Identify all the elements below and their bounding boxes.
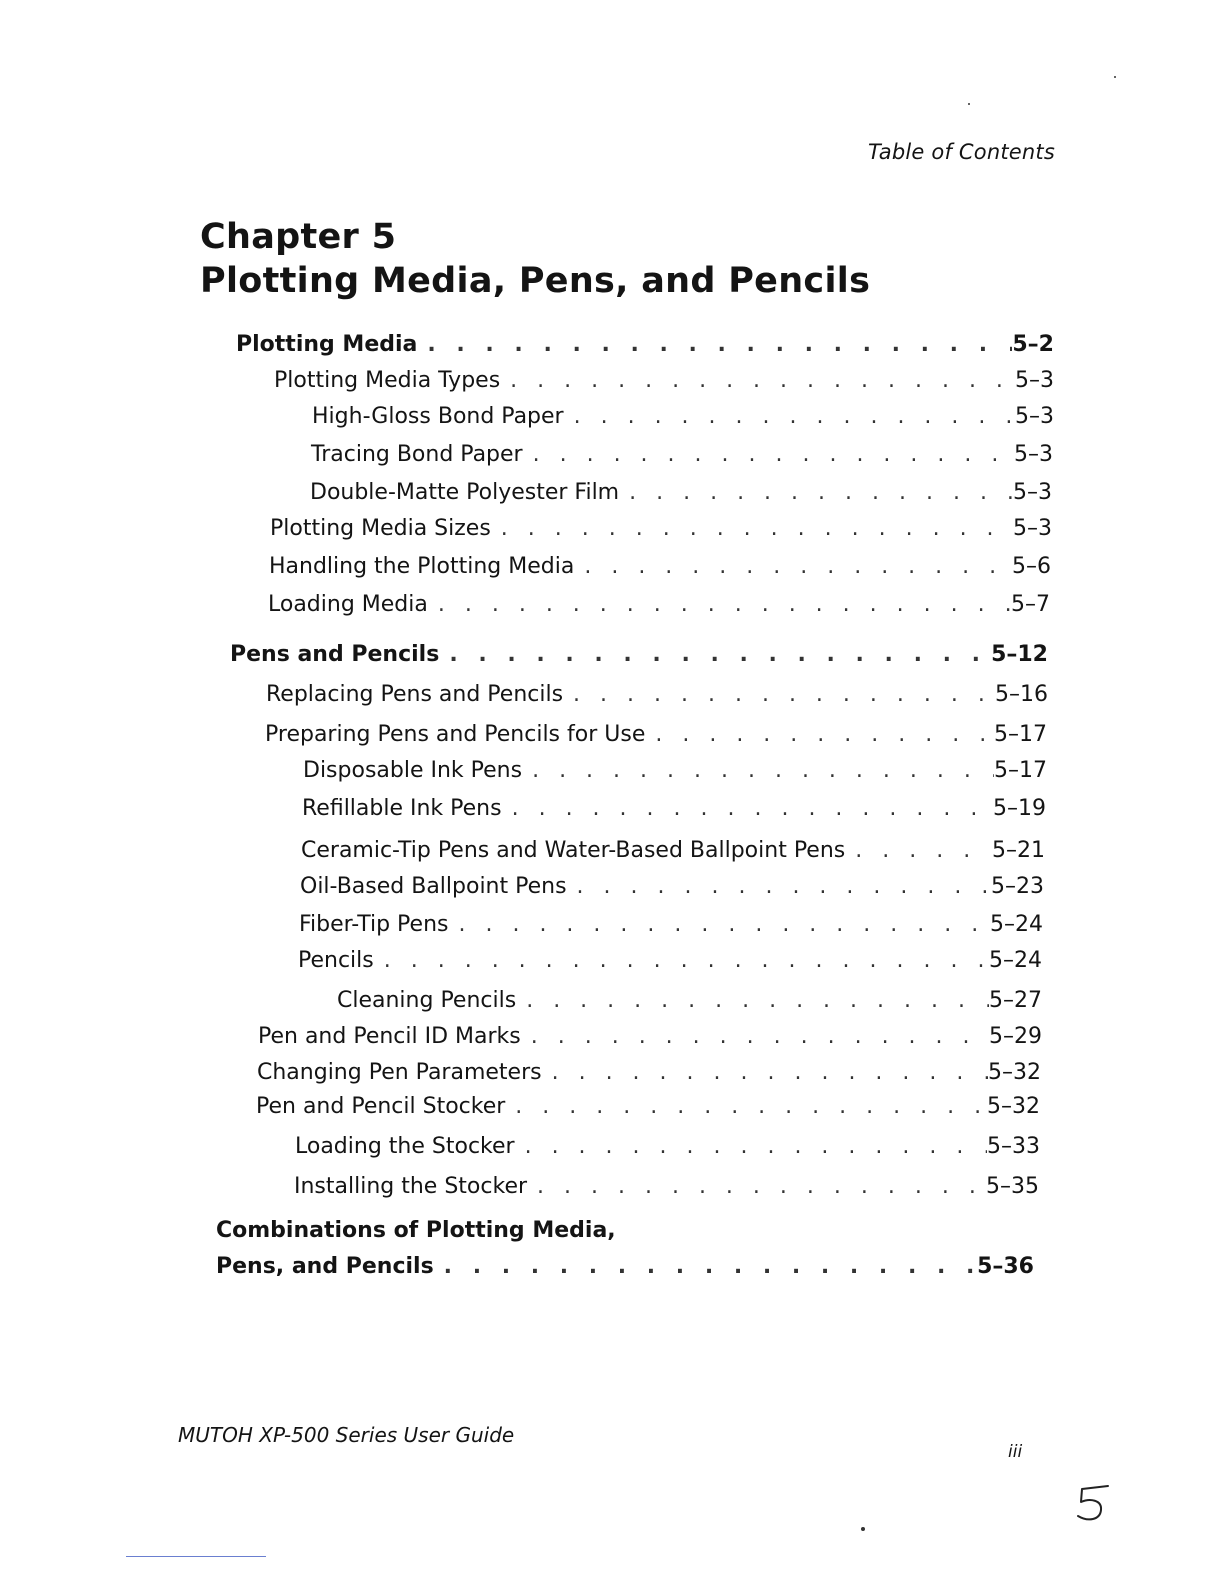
toc-entry-page: 5–23 [991,874,1044,899]
dot-leader [500,368,1015,393]
toc-entry[interactable] [265,722,1047,747]
dot-leader [505,1094,987,1119]
toc-entry-page: 5–32 [987,1094,1040,1119]
dot-leader [574,554,1012,579]
dot-leader [564,404,1015,429]
toc-entry-label: Installing the Stocker [294,1174,528,1199]
toc-entry[interactable] [269,554,1051,579]
toc-entry[interactable] [299,912,1043,937]
toc-entry-label: Oil-Based Ballpoint Pens [300,874,567,899]
toc-entry-label: Plotting Media Sizes [270,516,491,541]
toc-entry-page: 5–36 [977,1254,1034,1279]
toc-entry-page: 5–32 [988,1060,1041,1085]
dot-leader [567,874,991,899]
toc-entry-label: Cleaning Pencils [337,988,517,1013]
toc-entry[interactable] [301,838,1045,863]
toc-entry-label: High-Gloss Bond Paper [312,404,564,429]
stray-dot [861,1527,865,1531]
toc-entry[interactable] [303,758,1047,783]
stray-dot [1114,76,1116,78]
toc-entry-page: 5–24 [990,912,1043,937]
toc-combinations-heading: Combinations of Plotting Media, [216,1218,616,1243]
stray-dot [968,103,970,105]
toc-entry[interactable] [268,592,1050,617]
dot-leader [845,838,992,863]
toc-entry[interactable] [270,516,1052,541]
toc-entry[interactable] [216,1254,1034,1279]
toc-entry-label: Plotting Media [236,332,418,357]
toc-entry-page: 5–35 [986,1174,1039,1199]
dot-leader [439,642,991,667]
dot-leader [428,592,1011,617]
dot-leader [522,758,994,783]
toc-entry-page: 5–21 [992,838,1045,863]
toc-entry-page: 5–33 [987,1134,1040,1159]
toc-entry-label: Pencils [298,948,374,973]
dot-leader [542,1060,988,1085]
toc-entry-label: Loading the Stocker [295,1134,515,1159]
toc-entry-label: Loading Media [268,592,428,617]
toc-entry-page: 5–17 [994,722,1047,747]
toc-entry[interactable] [230,642,1048,667]
toc-entry-label: Double-Matte Polyester Film [310,480,620,505]
toc-entry-page: 5–2 [1012,332,1054,357]
toc-entry[interactable] [310,480,1052,505]
handwritten-mark-icon [1068,1480,1118,1528]
toc-entry[interactable] [258,1024,1042,1049]
toc-entry-page: 5–3 [1015,404,1054,429]
dot-leader [434,1254,977,1279]
running-header: Table of Contents [867,140,1055,164]
toc-entry-page: 5–17 [994,758,1047,783]
toc-entry-label: Plotting Media Types [274,368,501,393]
toc-entry[interactable] [337,988,1042,1013]
chapter-number: Chapter 5 [200,217,397,257]
page-number: iii [1008,1442,1023,1462]
toc-entry-label: Pen and Pencil ID Marks [258,1024,521,1049]
dot-leader [515,1134,987,1159]
dot-leader [448,912,990,937]
toc-entry[interactable] [266,682,1048,707]
toc-entry[interactable] [295,1134,1040,1159]
toc-entry-label: Changing Pen Parameters [257,1060,542,1085]
dot-leader [491,516,1013,541]
dot-leader [527,1174,986,1199]
dot-leader [502,796,993,821]
bottom-rule [126,1556,266,1557]
toc-entry[interactable] [311,442,1053,467]
toc-entry-page: 5–3 [1014,442,1053,467]
toc-entry-label: Ceramic-Tip Pens and Water-Based Ballpoint Pens [301,838,846,863]
toc-entry[interactable] [302,796,1046,821]
toc-entry[interactable] [274,368,1054,393]
toc-entry-label: Preparing Pens and Pencils for Use [265,722,646,747]
toc-entry-page: 5–3 [1013,480,1052,505]
toc-entry-label: Pens, and Pencils [216,1254,434,1279]
toc-entry[interactable] [294,1174,1039,1199]
toc-entry[interactable] [298,948,1042,973]
toc-entry-label: Pen and Pencil Stocker [256,1094,506,1119]
toc-entry-page: 5–3 [1013,516,1052,541]
toc-entry-page: 5–6 [1012,554,1051,579]
toc-entry-label: Fiber-Tip Pens [299,912,449,937]
toc-entry[interactable] [236,332,1054,357]
toc-entry[interactable] [256,1094,1040,1119]
toc-entry-page: 5–27 [989,988,1042,1013]
toc-entry-page: 5–19 [993,796,1046,821]
toc-entry-label: Disposable Ink Pens [303,758,523,783]
toc-entry-label: Replacing Pens and Pencils [266,682,564,707]
toc-entry-page: 5–29 [989,1024,1042,1049]
dot-leader [374,948,989,973]
toc-entry[interactable] [257,1060,1041,1085]
dot-leader [417,332,1012,357]
toc-entry-page: 5–3 [1015,368,1054,393]
chapter-heading [200,215,870,303]
toc-entry-page: 5–12 [991,642,1048,667]
toc-entry-label: Handling the Plotting Media [269,554,575,579]
dot-leader [563,682,995,707]
toc-entry-label: Tracing Bond Paper [311,442,523,467]
dot-leader [619,480,1013,505]
toc-entry[interactable] [312,404,1054,429]
toc-entry-label: Refillable Ink Pens [302,796,502,821]
dot-leader [516,988,989,1013]
chapter-title: Plotting Media, Pens, and Pencils [200,261,871,301]
toc-entry-label: Pens and Pencils [230,642,440,667]
toc-entry-page: 5–16 [995,682,1048,707]
dot-leader [521,1024,989,1049]
dot-leader [645,722,994,747]
dot-leader [523,442,1014,467]
toc-entry-page: 5–24 [989,948,1042,973]
toc-entry-page: 5–7 [1011,592,1050,617]
toc-entry[interactable] [300,874,1044,899]
footer-title: MUTOH XP-500 Series User Guide [178,1423,515,1447]
